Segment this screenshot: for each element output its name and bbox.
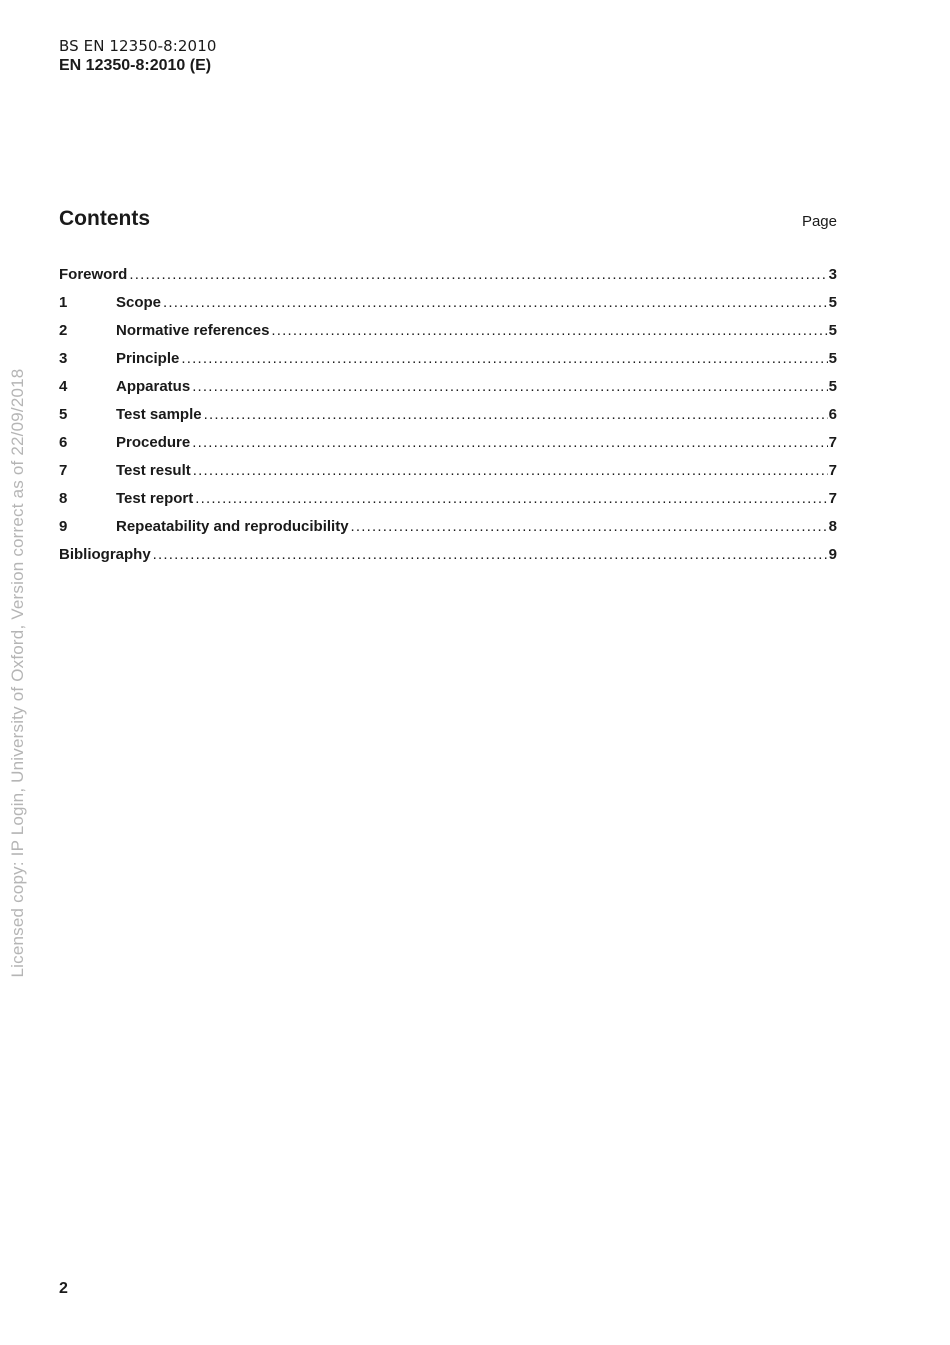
toc-entry-title: Test report: [116, 490, 194, 507]
toc-dot-leader: [192, 434, 827, 451]
toc-dot-leader: [163, 294, 828, 311]
toc-entry-title: Principle: [116, 350, 180, 367]
toc-dot-leader: [271, 322, 827, 339]
toc-entry-procedure[interactable]: [59, 434, 837, 462]
toc-entry-title: Repeatability and reproducibility: [116, 518, 349, 535]
toc-entry-page: 5: [828, 378, 837, 395]
toc-entry-test-report[interactable]: [59, 490, 837, 518]
toc-entry-number: 2: [59, 322, 68, 339]
toc-entry-page: 6: [828, 406, 837, 423]
toc-entry-number: 4: [59, 378, 68, 395]
toc-entry-normative-references[interactable]: [59, 322, 837, 350]
toc-dot-leader: [351, 518, 828, 535]
toc-entry-number: 1: [59, 294, 68, 311]
toc-entry-test-sample[interactable]: [59, 406, 837, 434]
toc-entry-principle[interactable]: [59, 350, 837, 378]
toc-entry-title: Normative references: [116, 322, 270, 339]
bs-standard-number: BS EN 12350-8:2010: [59, 37, 217, 55]
toc-entry-page: 5: [828, 350, 837, 367]
page-number: 2: [59, 1280, 68, 1297]
toc-entry-title: Test sample: [116, 406, 202, 423]
toc-entry-test-result[interactable]: [59, 462, 837, 490]
toc-entry-number: 5: [59, 406, 68, 423]
en-standard-number: EN 12350-8:2010 (E): [59, 57, 212, 74]
toc-entry-page: 7: [828, 434, 837, 451]
toc-entry-apparatus[interactable]: [59, 378, 837, 406]
toc-entry-title: Procedure: [116, 434, 191, 451]
toc-dot-leader: [193, 462, 828, 479]
page-column-label: Page: [801, 213, 837, 230]
toc-entry-scope[interactable]: [59, 294, 837, 322]
toc-entry-number: 3: [59, 350, 68, 367]
toc-entry-foreword[interactable]: [59, 266, 837, 294]
toc-entry-page: 5: [828, 294, 837, 311]
toc-dot-leader: [192, 378, 827, 395]
toc-entry-title: Bibliography: [59, 546, 151, 563]
toc-dot-leader: [181, 350, 827, 367]
license-watermark: Licensed copy: IP Login, University of Oxford, Version correct as of 22/09/2018: [8, 368, 27, 978]
contents-heading: Contents: [59, 207, 150, 230]
document-header: [59, 36, 216, 76]
toc-entry-number: 6: [59, 434, 68, 451]
toc-entry-title: Apparatus: [116, 378, 191, 395]
toc-entry-title: Test result: [116, 462, 191, 479]
toc-entry-repeatability[interactable]: [59, 518, 837, 546]
toc-dot-leader: [195, 490, 827, 507]
toc-dot-leader: [129, 266, 827, 283]
toc-dot-leader: [204, 406, 828, 423]
toc-entry-page: 9: [828, 546, 837, 563]
toc-entry-page: 8: [828, 518, 837, 535]
toc-entry-number: 8: [59, 490, 68, 507]
toc-entry-number: 7: [59, 462, 68, 479]
toc-entry-page: 3: [828, 266, 837, 283]
toc-entry-page: 7: [828, 490, 837, 507]
table-of-contents: [59, 266, 837, 574]
toc-entry-number: 9: [59, 518, 68, 535]
toc-entry-title: Foreword: [59, 266, 128, 283]
toc-entry-bibliography[interactable]: [59, 546, 837, 574]
toc-entry-page: 5: [828, 322, 837, 339]
toc-dot-leader: [153, 546, 828, 563]
toc-entry-page: 7: [828, 462, 837, 479]
toc-entry-title: Scope: [116, 294, 162, 311]
